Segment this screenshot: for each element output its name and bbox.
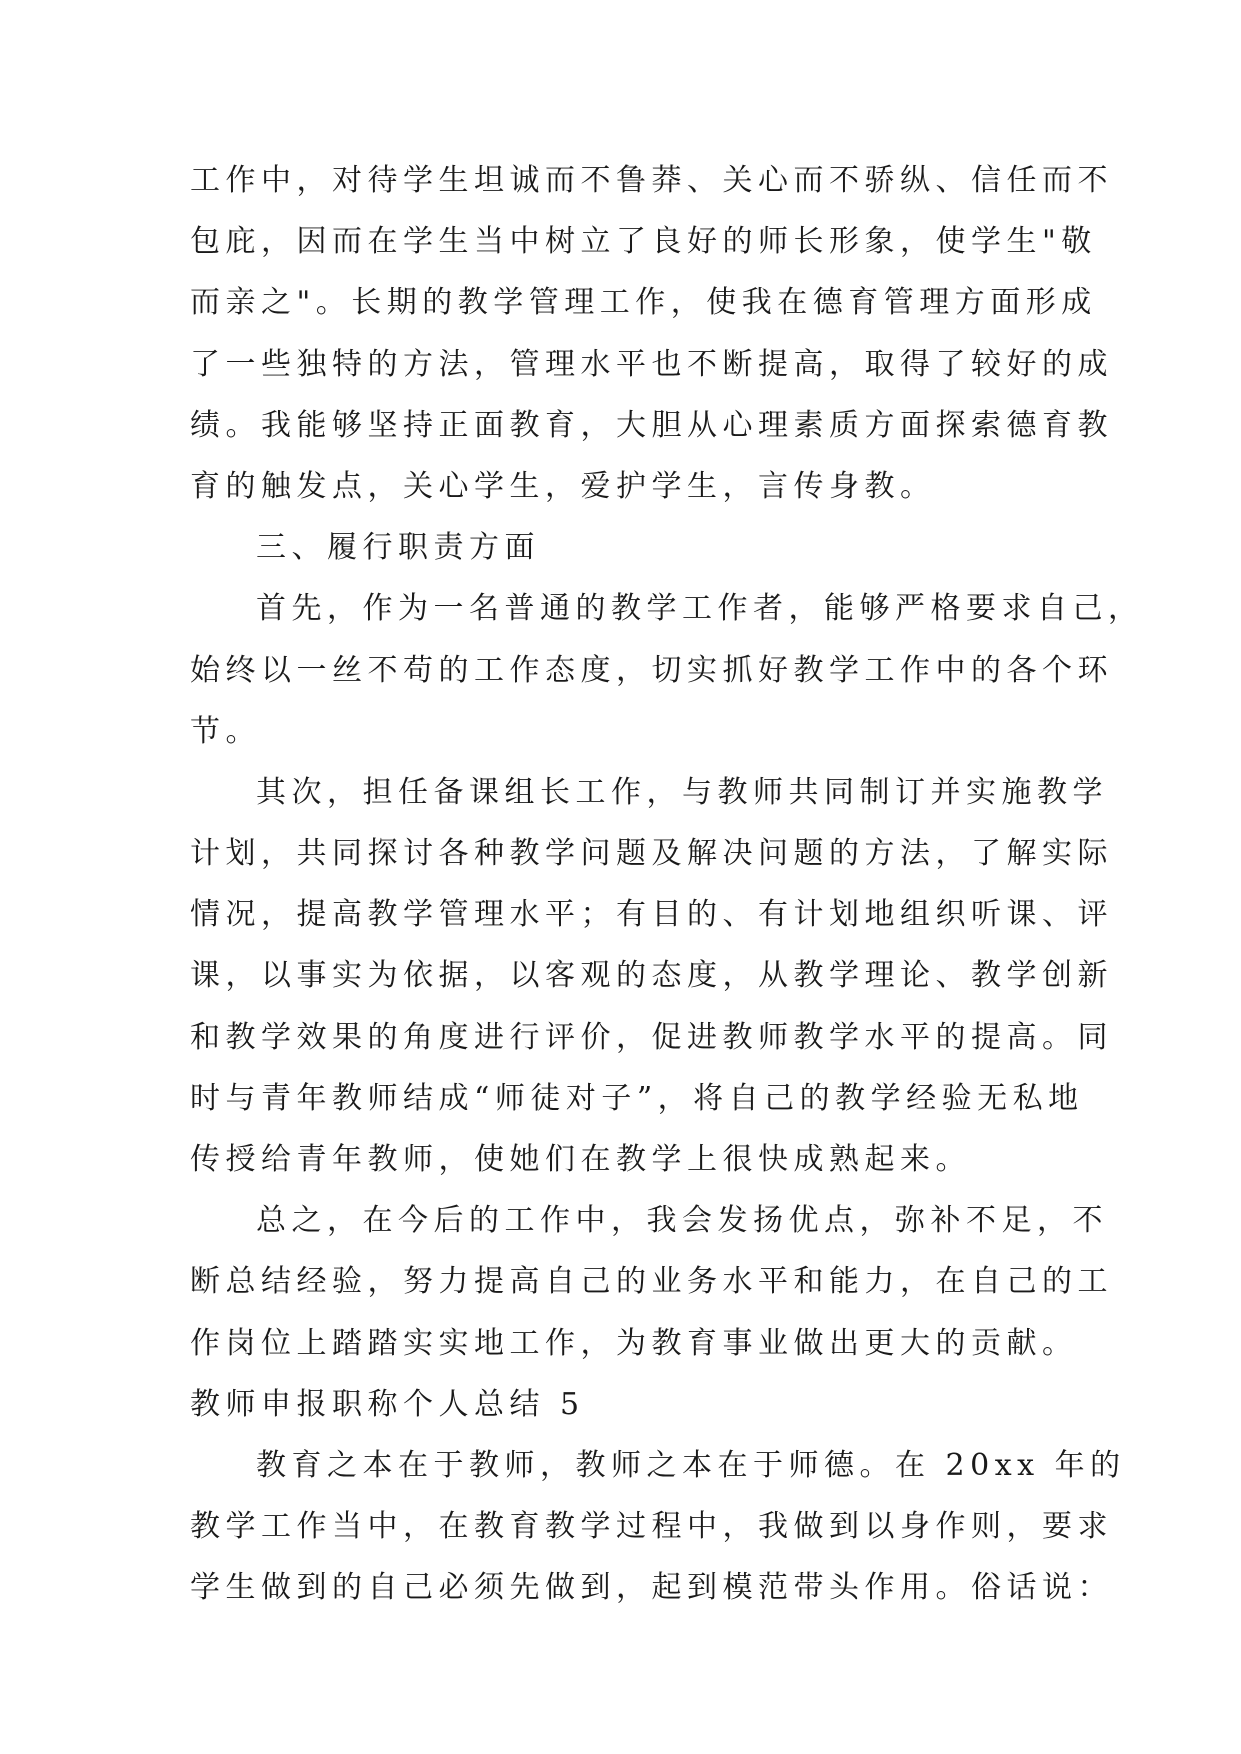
- text-line: 教育之本在于教师，教师之本在于师德。在 20xx 年的: [256, 1447, 1126, 1483]
- text-line: 了一些独特的方法，管理水平也不断提高，取得了较好的成: [190, 346, 1113, 382]
- text-line: 首先，作为一名普通的教学工作者，能够严格要求自己，: [256, 591, 1144, 627]
- text-line: 教师申报职称个人总结 5: [190, 1386, 585, 1422]
- text-line: 和教学效果的角度进行评价，促进教师教学水平的提高。同: [190, 1019, 1113, 1055]
- text-line: 传授给青年教师，使她们在教学上很快成熟起来。: [190, 1142, 971, 1177]
- text-line: 学生做到的自己必须先做到，起到模范带头作用。俗话说：: [190, 1570, 1113, 1606]
- text-line: 始终以一丝不苟的工作态度，切实抓好教学工作中的各个环: [190, 652, 1113, 688]
- text-line: 课，以事实为依据，以客观的态度，从教学理论、教学创新: [190, 958, 1113, 994]
- text-line: 断总结经验，努力提高自己的业务水平和能力，在自己的工: [190, 1264, 1113, 1300]
- text-line: 育的触发点，关心学生，爱护学生，言传身教。: [190, 468, 936, 504]
- text-line: 时与青年教师结成“师徒对子”，将自己的教学经验无私地: [190, 1080, 1084, 1116]
- text-line: 节。: [190, 713, 261, 749]
- text-line: 工作中，对待学生坦诚而不鲁莽、关心而不骄纵、信任而不: [190, 163, 1113, 198]
- document-body: [190, 150, 1144, 1619]
- text-line: 其次，担任备课组长工作，与教师共同制订并实施教学: [256, 774, 1108, 810]
- text-line: 包庇，因而在学生当中树立了良好的师长形象，使学生"敬: [190, 224, 1097, 260]
- text-line: 情况，提高教学管理水平；有目的、有计划地组织听课、评: [190, 897, 1113, 933]
- text-line: 教学工作当中，在教育教学过程中，我做到以身作则，要求: [190, 1509, 1113, 1545]
- text-line: 总之，在今后的工作中，我会发扬优点，弥补不足，不: [256, 1203, 1108, 1239]
- text-line: 而亲之"。长期的教学管理工作，使我在德育管理方面形成: [190, 285, 1097, 321]
- text-line: 绩。我能够坚持正面教育，大胆从心理素质方面探索德育教: [190, 407, 1113, 443]
- text-line: 三、履行职责方面: [256, 530, 540, 566]
- text-line: 计划，共同探讨各种教学问题及解决问题的方法，了解实际: [190, 836, 1113, 872]
- text-line: 作岗位上踏踏实实地工作，为教育事业做出更大的贡献。: [190, 1325, 1078, 1361]
